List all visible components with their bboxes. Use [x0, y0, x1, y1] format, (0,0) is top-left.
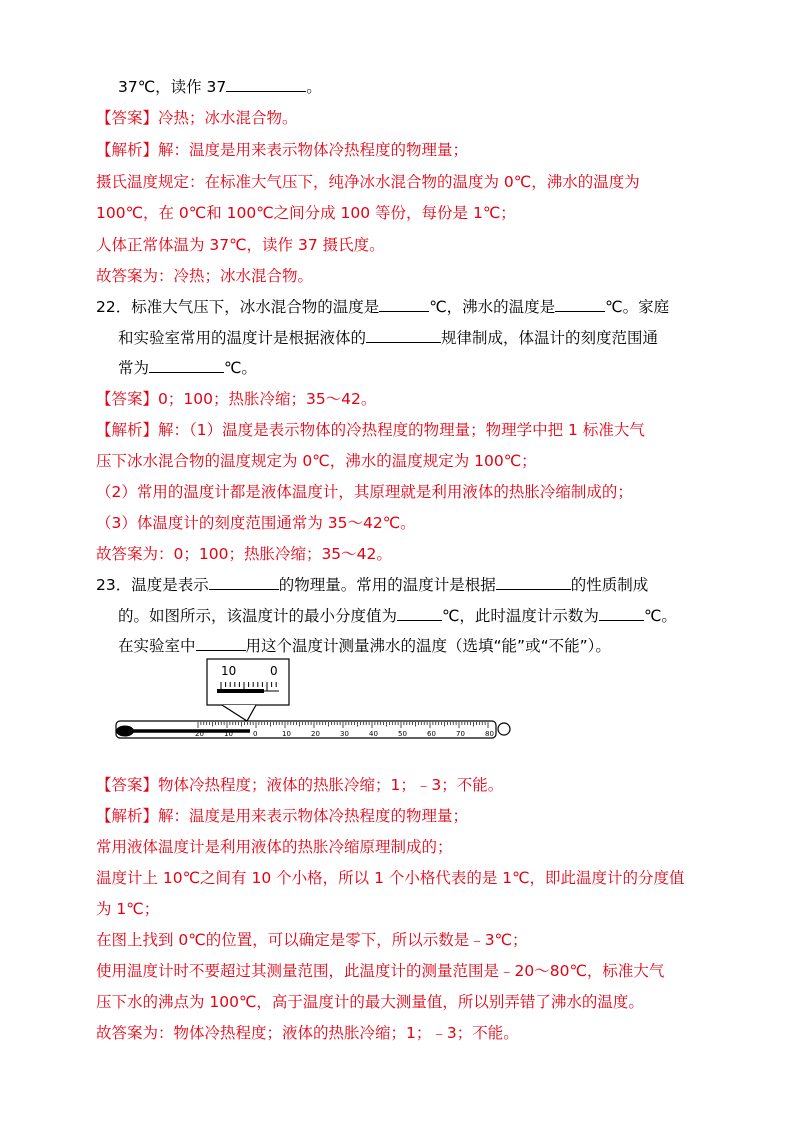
answer-blank — [196, 636, 246, 651]
q21-analysis-line: 故答案为：冷热；冰水混合物。 — [96, 267, 314, 285]
q22-answer: 【答案】0；100；热胀冷缩；35～42。 — [96, 390, 377, 408]
q22-stem-line: 常为 ℃。 — [118, 359, 257, 377]
zoom-label: 10 — [221, 664, 237, 678]
thermometer-body — [116, 721, 510, 738]
answer-blank — [209, 575, 279, 590]
answer-blank — [149, 358, 224, 373]
q23-analysis-line: 压下水的沸点为 100℃，高于温度计的最大测量值，所以别弄错了沸水的温度。 — [96, 993, 644, 1011]
answer-blank — [496, 575, 571, 590]
q22-analysis-line: （2）常用的温度计都是液体温度计，其原理就是利用液体的热胀冷缩制成的； — [96, 483, 633, 501]
scale-label: 20 — [195, 730, 204, 738]
scale-label: 20 — [311, 730, 320, 738]
q23-analysis-line: 在图上找到 0℃的位置，可以确定是零下，所以示数是﹣3℃； — [96, 931, 528, 949]
q22-analysis-line: （3）体温度计的刻度范围通常为 35～42℃。 — [96, 514, 416, 532]
q22-stem-line: 和实验室常用的温度计是根据液体的 规律制成，体温计的刻度范围通 — [118, 329, 659, 347]
answer-blank — [366, 328, 441, 343]
scale-label: 80 — [485, 730, 494, 738]
q21-tail: 37℃，读作 37 。 — [118, 78, 322, 96]
scale-label: 70 — [456, 730, 465, 738]
q23-analysis-line: 温度计上 10℃之间有 10 个小格，所以 1 个小格代表的是 1℃，即此温度计的分度值 — [96, 869, 685, 887]
q23-answer: 【答案】物体冷热程度；液体的热胀冷缩；1；﹣3；不能。 — [96, 776, 504, 794]
q22-analysis-line: 【解析】解：（1）温度是表示物体的冷热程度的物理量；物理学中把 1 标准大气 — [96, 421, 645, 439]
q23-analysis-line: 使用温度计时不要超过其测量范围，此温度计的测量范围是﹣20～80℃，标准大气 — [96, 962, 665, 980]
q21-analysis-line: 摄氏温度规定：在标准大气压下，纯净冰水混合物的温度为 0℃，沸水的温度为 — [96, 173, 640, 191]
answer-blank — [555, 297, 605, 312]
q22-analysis-line: 故答案为：0；100；热胀冷缩；35～42。 — [96, 545, 392, 563]
scale-label: 60 — [427, 730, 436, 738]
q21-analysis-line: 100℃，在 0℃和 100℃之间分成 100 等份，每份是 1℃； — [96, 204, 516, 222]
answer-blank — [599, 606, 644, 621]
q22-analysis-line: 压下冰水混合物的温度规定为 0℃，沸水的温度规定为 100℃； — [96, 452, 537, 470]
q21-answer: 【答案】冷热；冰水混合物。 — [96, 109, 298, 127]
answer-blank — [226, 77, 306, 92]
q23-stem-line: 在实验室中 用这个温度计测量沸水的温度（选填“能”或“不能”）。 — [118, 637, 611, 655]
q23-analysis-line: 故答案为：物体冷热程度；液体的热胀冷缩；1；﹣3；不能。 — [96, 1024, 519, 1042]
q23-analysis-line: 【解析】解：温度是用来表示物体冷热程度的物理量； — [96, 807, 469, 825]
q23-stem-line: 的。如图所示，该温度计的最小分度值为 ℃，此时温度计示数为 ℃。 — [118, 607, 677, 625]
zoom-box — [207, 659, 289, 721]
q21-tail-text: 37℃，读作 37 — [118, 78, 227, 96]
scale-label: 40 — [369, 730, 378, 738]
q21-analysis-line: 人体正常体温为 37℃，读作 37 摄氏度。 — [96, 236, 385, 254]
q23-analysis-line: 常用液体温度计是利用液体的热胀冷缩原理制成的； — [96, 838, 453, 856]
q23-stem-line: 23．温度是表示 的物理量。常用的温度计是根据 的性质制成 — [96, 576, 649, 594]
zoom-label: 0 — [270, 664, 278, 678]
q21-analysis-line: 【解析】解：温度是用来表示物体冷热程度的物理量； — [96, 141, 469, 159]
answer-blank — [379, 297, 429, 312]
scale-label: 30 — [340, 730, 349, 738]
scale-label: 10 — [224, 730, 233, 738]
answer-blank — [397, 606, 442, 621]
scale-label: 0 — [253, 730, 258, 738]
q22-stem-line: 22．标准大气压下，冰水混合物的温度是 ℃，沸水的温度是 ℃。家庭 — [96, 298, 670, 316]
thermometer-figure — [110, 655, 525, 750]
scale-label: 10 — [282, 730, 291, 738]
scale-label: 50 — [398, 730, 407, 738]
q23-analysis-line: 为 1℃； — [96, 900, 160, 918]
